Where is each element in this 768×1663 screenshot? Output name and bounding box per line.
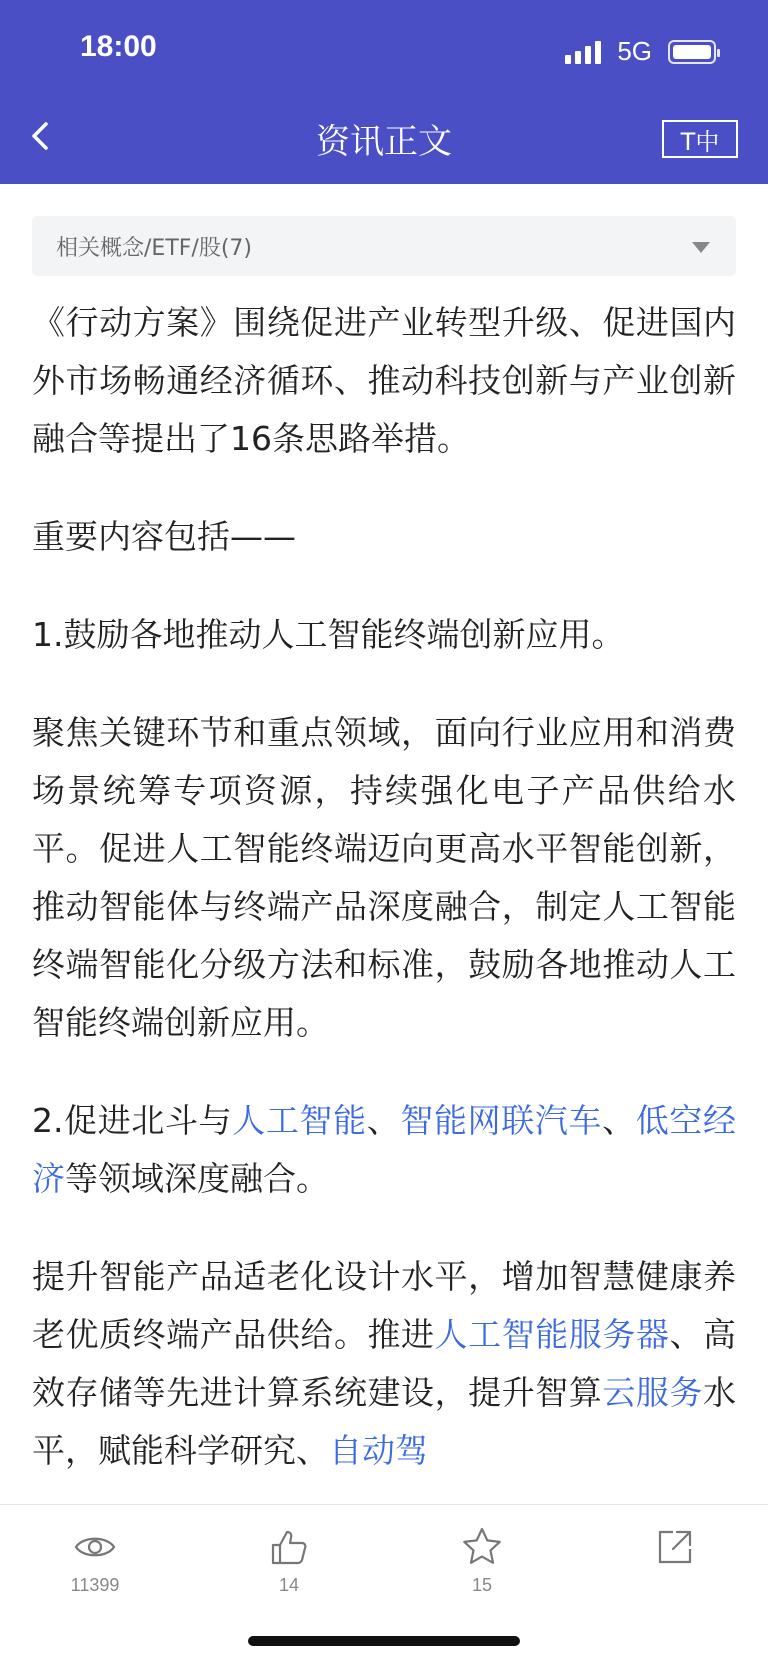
battery-icon xyxy=(668,40,716,64)
text: 、 xyxy=(602,1101,636,1140)
paragraph: 1.鼓励各地推动人工智能终端创新应用。 xyxy=(32,615,625,654)
article-body xyxy=(32,294,736,1480)
concept-link-ai[interactable]: 人工智能 xyxy=(232,1101,367,1140)
related-concepts-dropdown[interactable] xyxy=(32,216,736,276)
concept-link-cloud-service[interactable]: 云服务 xyxy=(602,1373,704,1412)
likes-count: 14 xyxy=(278,1575,300,1595)
thumbs-up-icon xyxy=(267,1525,311,1569)
eye-icon xyxy=(73,1525,117,1569)
text: 提升智能产品适老化设计水平，增加智慧健康养老优质终端产品供给。推进 xyxy=(32,1257,736,1354)
text: 、高效存储等先进计算系统建设，提升智算 xyxy=(32,1315,737,1412)
concept-link-connected-vehicles[interactable]: 智能网联汽车 xyxy=(400,1101,603,1140)
favorites-count: 15 xyxy=(471,1575,493,1595)
related-concepts-label: 相关概念/ETF/股(7) xyxy=(56,235,252,261)
network-type: 5G xyxy=(617,36,652,66)
status-time: 18:00 xyxy=(80,30,157,63)
paragraph xyxy=(32,1248,736,1480)
paragraph: 重要内容包括—— xyxy=(32,517,296,556)
views-count: 11399 xyxy=(70,1575,120,1595)
concept-link-low-altitude-economy[interactable]: 低空经济 xyxy=(32,1101,736,1198)
paragraph: 《行动方案》围绕促进产业转型升级、促进国内外市场畅通经济循环、推动科技创新与产业创新融合等提出了16条思路举措。 xyxy=(32,303,736,458)
home-indicator[interactable] xyxy=(248,1636,520,1646)
signal-icon xyxy=(565,40,601,64)
favorite-button[interactable] xyxy=(427,1525,537,1596)
text: 等领域深度融合。 xyxy=(65,1159,329,1198)
caret-down-icon xyxy=(692,242,710,253)
text: 水平，赋能科学研究、 xyxy=(32,1373,737,1470)
text: 、 xyxy=(366,1101,401,1140)
page-title: 资讯正文 xyxy=(316,122,452,162)
article-content[interactable] xyxy=(0,184,768,1504)
font-size-button[interactable]: T中 xyxy=(662,120,738,158)
share-button[interactable] xyxy=(620,1525,730,1569)
concept-link-autonomous-driving[interactable]: 自动驾 xyxy=(329,1431,428,1470)
share-icon xyxy=(653,1525,697,1569)
views-action[interactable] xyxy=(40,1525,150,1596)
text: 2.促进北斗与 xyxy=(32,1101,233,1140)
paragraph xyxy=(32,1092,736,1208)
paragraph: 聚焦关键环节和重点领域，面向行业应用和消费场景统筹专项资源，持续强化电子产品供给水平。促进人工智能终端迈向更高水平智能创新，推动智能体与终端产品深度融合，制定人工智能终端智能化分级方法和标准，鼓励各地推动人工智能终端创新应用。 xyxy=(32,713,736,1042)
status-indicators xyxy=(565,36,716,67)
star-icon xyxy=(460,1525,504,1569)
app-header xyxy=(0,0,768,184)
concept-link-ai-server[interactable]: 人工智能服务器 xyxy=(434,1315,670,1354)
like-button[interactable] xyxy=(234,1525,344,1596)
